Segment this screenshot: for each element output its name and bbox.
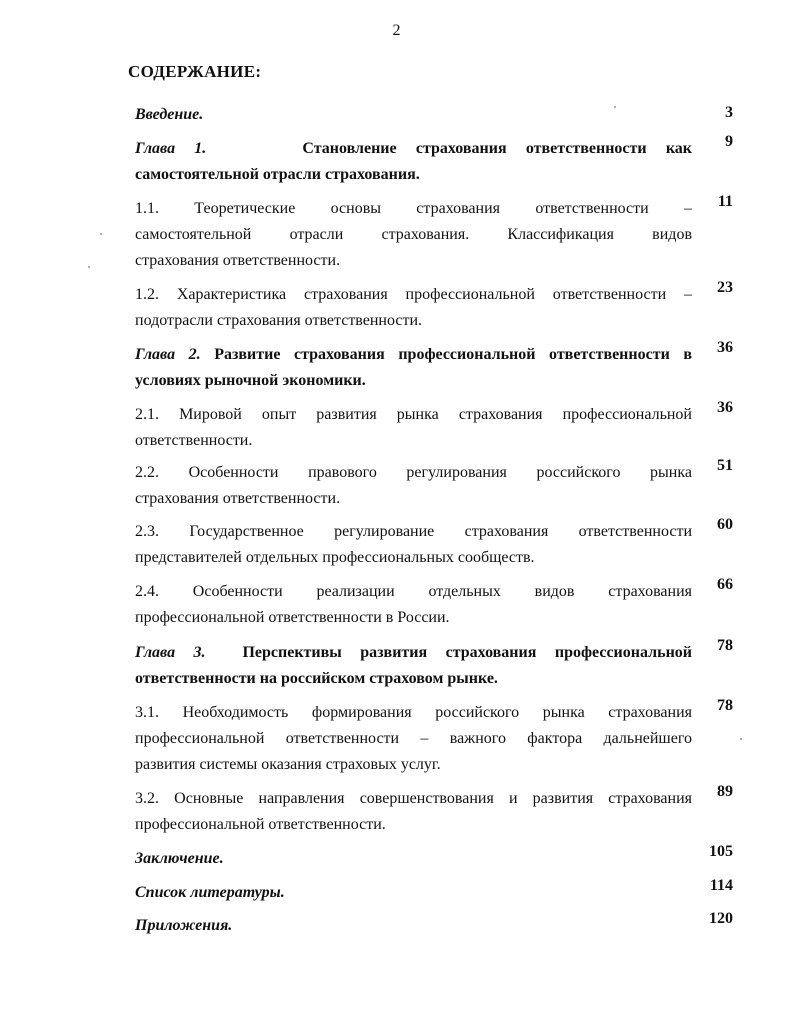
toc-title: СОДЕРЖАНИЕ: — [128, 62, 262, 81]
toc-entry-page: 36 — [717, 339, 733, 356]
toc-entry-page: 23 — [717, 279, 733, 296]
toc-entry-title-line: условиях рыночной экономики. — [135, 372, 366, 389]
toc-entry-title-line: страхования ответственности. — [135, 252, 341, 269]
chapter-prefix: Глава 3. — [135, 644, 206, 661]
toc-entry-page: 89 — [717, 783, 733, 800]
toc-entry-title-line: Перспективы развития страхования профессиональной — [242, 644, 693, 661]
toc-entry-title-line: 3.2. Основные направления совершенствования и развития страхования — [135, 790, 692, 807]
toc-entry-title-line: ответственности. — [135, 432, 253, 449]
toc-entry-title: Приложения. — [135, 917, 233, 934]
toc-entry-title: Заключение. — [135, 850, 224, 867]
toc-entry-title-line: 2.2. Особенности правового регулирования российского рынка — [135, 464, 692, 481]
toc-entry-title-line: профессиональной ответственности – важного фактора дальнейшего — [135, 730, 692, 747]
scan-speck — [88, 266, 90, 268]
toc-entry-title-line: развития системы оказания страховых услуг. — [135, 756, 441, 773]
toc-entry-page: 36 — [717, 399, 733, 416]
toc-entry-page: 11 — [717, 193, 733, 210]
toc-entry-page: 51 — [717, 457, 733, 474]
toc-entry-page: 3 — [725, 104, 733, 121]
toc-entry-title-line: 3.1. Необходимость формирования российского рынка страхования — [135, 704, 692, 721]
toc-entry-page: 66 — [717, 576, 733, 593]
toc-entry-title-line: 1.1. Теоретические основы страхования ответственности – — [135, 200, 692, 217]
toc-entry-page: 78 — [717, 697, 733, 714]
toc-entry-page: 105 — [709, 843, 733, 860]
toc-entry-title-line: самостоятельной отрасли страхования. — [135, 166, 420, 183]
toc-entry-title-line: страхования ответственности. — [135, 490, 341, 507]
toc-entry-title-line: 2.3. Государственное регулирование страхования ответственности — [135, 523, 692, 540]
toc-entry-page: 60 — [717, 516, 733, 533]
scan-speck — [740, 738, 742, 740]
toc-entry-title-line: 2.4. Особенности реализации отдельных видов страхования — [135, 583, 692, 600]
toc-entry-title-line: 2.1. Мировой опыт развития рынка страхования профессиональной — [135, 406, 692, 423]
toc-entry-title-line: Становление страхования ответственности как — [302, 140, 693, 157]
toc-entry-title: Список литературы. — [135, 884, 285, 901]
toc-entry-title-line: 1.2. Характеристика страхования профессиональной ответственности – — [135, 286, 692, 303]
toc-entry-title-line: ответственности на российском страховом рынке. — [135, 670, 498, 687]
page-number: 2 — [392, 22, 401, 39]
toc-entry-title-line: профессиональной ответственности в России. — [135, 609, 450, 626]
scan-speck — [100, 233, 102, 235]
chapter-prefix: Глава 1. — [135, 140, 207, 157]
toc-entry-page: 9 — [725, 133, 733, 150]
toc-entry-page: 78 — [717, 637, 733, 654]
toc-entry-title: Введение. — [135, 106, 204, 123]
toc-entry-title-line: Развитие страхования профессиональной ответственности в — [214, 346, 692, 363]
toc-entry-title-line: представителей отдельных профессиональных сообществ. — [135, 549, 535, 566]
toc-entry-title-line: самостоятельной отрасли страхования. Классификация видов — [135, 226, 692, 243]
toc-entry-title-line: подотрасли страхования ответственности. — [135, 312, 423, 329]
chapter-prefix: Глава 2. — [135, 346, 201, 363]
toc-entry-page: 120 — [709, 910, 733, 927]
scan-speck — [614, 106, 616, 108]
toc-entry-title-line: профессиональной ответственности. — [135, 816, 386, 833]
toc-entry-page: 114 — [709, 877, 733, 894]
